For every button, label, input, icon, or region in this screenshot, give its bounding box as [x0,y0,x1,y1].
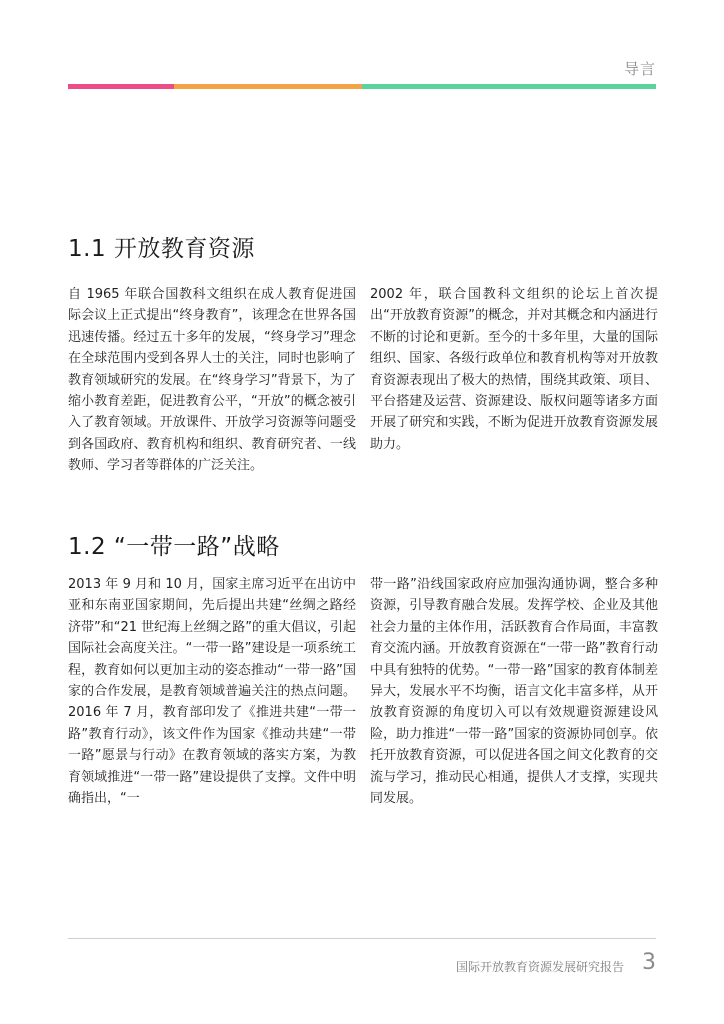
section-title-belt-and-road: 1.2 “一带一路”战略 [68,534,280,560]
header-bar-green-segment [362,84,656,89]
section-title-open-educational-resources: 1.1 开放教育资源 [68,236,255,262]
header-section-label: 导言 [623,60,656,78]
footer-report-title: 国际开放教育资源发展研究报告 [455,960,624,974]
header-color-bar [68,84,656,89]
section-1-left-column: 自 1965 年联合国教科文组织在成人教育促进国际会议上正式提出“终身教育”，该理念在世界各国迅速传播。经过五十多年的发展，“终身学习”理念在全球范围内受到各界人士的关注，同时也影响了教育领域研究的发展。在“终身学习”背景下，为了缩小教育差距，促进教育公平，“开放”的概念被引入了教育领域。开放课件、开放学习资源等问题受到各国政府、教育机构和组织、教育研究者、一线教师、学习者等群体的广泛关注。 [68,287,356,474]
header-bar-pink-segment [68,84,174,89]
section-2-left-column: 2013 年 9 月和 10 月，国家主席习近平在出访中亚和东南亚国家期间，先后提出共建“丝绸之路经济带”和“21 世纪海上丝绸之路”的重大倡议，引起国际社会高度关注。“一带一路”建设是一项系统工程，教育如何以更加主动的姿态推动“一带一路”国家的合作发展，是教育领域普遍关注的热点问题。2016 年 7 月，教育部印发了《推进共建“一带一路”教育行动》，该文件作为国家《推动共建“一带一路”愿景与行动》在教育领域的落实方案，为教育领域推进“一带一路”建设提供了支撑。文件中明确指出，“一 [68,577,356,807]
footer-divider [68,938,656,939]
section-2-right-column: 带一路”沿线国家政府应加强沟通协调，整合多种资源，引导教育融合发展。发挥学校、企业及其他社会力量的主体作用，活跃教育合作局面，丰富教育交流内涵。开放教育资源在“一带一路”教育行动中具有独特的优势。“一带一路”国家的教育体制差异大，发展水平不均衡，语言文化丰富多样，从开放教育资源的角度切入可以有效规避资源建设风险，助力推进“一带一路”国家的资源协同创享。依托开放教育资源，可以促进各国之间文化教育的交流与学习，推动民心相通，提供人才支撑，实现共同发展。 [370,577,658,807]
section-1-right-column: 2002 年，联合国教科文组织的论坛上首次提出“开放教育资源”的概念，并对其概念和内涵进行不断的讨论和更新。至今的十多年里，大量的国际组织、国家、各级行政单位和教育机构等对开放教育资源表现出了极大的热情，围绕其政策、项目、平台搭建及运营、资源建设、版权问题等诸多方面开展了研究和实践，不断为促进开放教育资源发展助力。 [370,287,658,452]
header-bar-orange-segment [174,84,362,89]
footer-page-number: 3 [642,950,656,975]
